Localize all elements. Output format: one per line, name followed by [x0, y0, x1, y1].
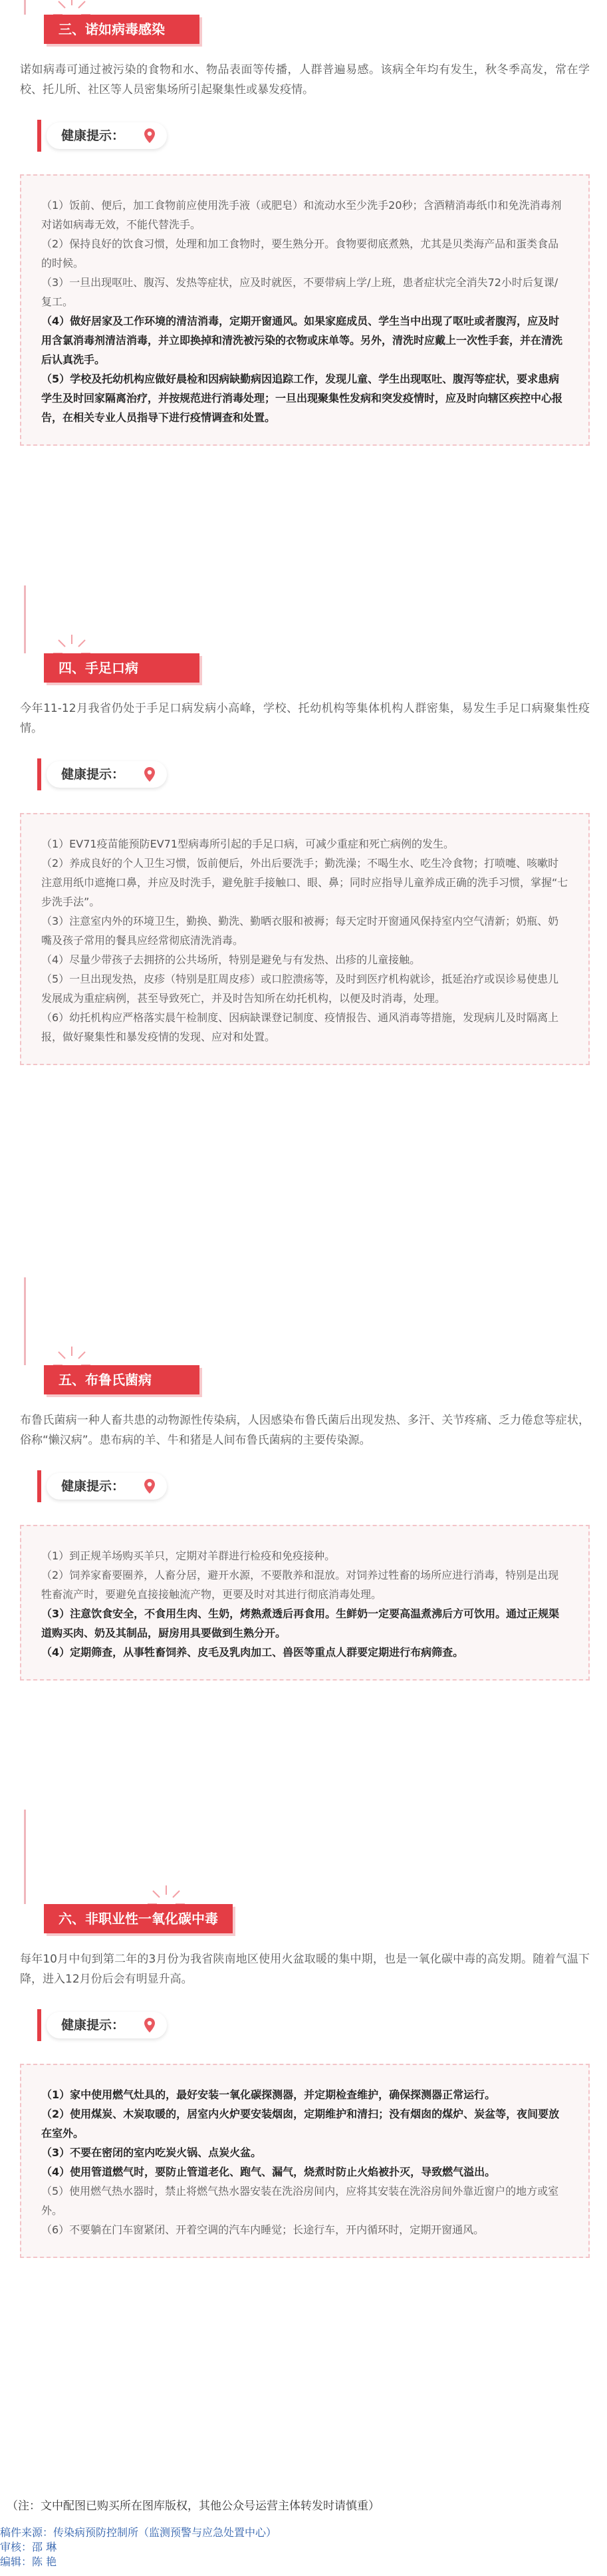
tip-pill [47, 1473, 167, 1500]
tips-box [20, 1525, 590, 1681]
tip-item: （6）不要躺在门车窗紧闭、开着空调的汽车内睡觉；长途行车，开内循环时，定期开窗通风。 [41, 2223, 485, 2236]
copyright-note: （注：文中配图已购买所在图库版权，其他公众号运营主体转发时请慎重） [7, 2499, 380, 2513]
section-intro: 今年11-12月我省仍处于手足口病发病小高峰，学校、托幼机构等集体机构人群密集，易发生手足口病聚集性疫情。 [20, 702, 590, 735]
health-tip-label [32, 116, 590, 156]
section-header [20, 1351, 590, 1404]
tip-item: （5）学校及托幼机构应做好晨检和因病缺勤病因追踪工作，发现儿童、学生出现呕吐、腹泻等症状，要求患病学生及时回家隔离治疗，并按规范进行消毒处理；一旦出现聚集性发病和突发疫情时，应及时向辖区疾控中心报告，在相关专业人员指导下进行疫情调查和处置。 [41, 373, 563, 424]
section-heading: 六、非职业性一氧化碳中毒 [44, 1904, 233, 1933]
health-tip-label [32, 2005, 590, 2045]
location-pin-icon [143, 766, 156, 782]
tips-box [20, 813, 590, 1065]
source-credits [0, 2525, 277, 2569]
tip-accent-bar [37, 2009, 41, 2041]
section-hfmd [0, 639, 607, 1065]
tip-pill [47, 2012, 167, 2038]
tip-item: （2）使用煤炭、木炭取暖的，居室内火炉要安装烟囱，定期维护和清扫；没有烟囱的煤炉、炭盆等，夜间要放在室外。 [41, 2108, 560, 2140]
section-heading: 四、手足口病 [44, 653, 199, 683]
section-brucellosis [0, 1351, 607, 1681]
section-header [20, 639, 590, 692]
tip-item: （3）一旦出现呕吐、腹泻、发热等症状，应及时就医，不要带病上学/上班，患者症状完全消失72小时后复课/复工。 [41, 276, 558, 308]
reviewer-line: 审核：邵 琳 [0, 2541, 57, 2553]
tip-item: （1）到正规羊场购买羊只，定期对羊群进行检疫和免疫接种。 [41, 1549, 336, 1562]
tip-accent-bar [37, 758, 41, 790]
section-intro: 每年10月中旬到第二年的3月份为我省陕南地区使用火盆取暖的集中期，也是一氧化碳中毒的高发期。随着气温下降，进入12月份后会有明显升高。 [20, 1953, 590, 1986]
tip-item: （5）一旦出现发热，皮疹（特别是肛周皮疹）或口腔溃疡等，及时到医疗机构就诊，抵延治疗或误诊易使患儿发展成为重症病例，甚至导致死亡，并及时告知所在幼托机构，以便及时消毒，处理。 [41, 973, 559, 1005]
source-line: 稿件来源：传染病预防控制所（监测预警与应急处置中心） [0, 2526, 277, 2539]
tip-accent-bar [37, 120, 41, 152]
section-intro: 布鲁氏菌病一种人畜共患的动物源性传染病，人因感染布鲁氏菌后出现发热、多汗、关节疼痛、乏力倦怠等症状，俗称“懒汉病”。患布病的羊、牛和猪是人间布鲁氏菌病的主要传染源。 [20, 1414, 590, 1447]
tip-item: （5）使用燃气热水器时，禁止将燃气热水器安装在洗浴房间内，应将其安装在洗浴房间外靠近窗户的地方或室外。 [41, 2185, 559, 2217]
location-pin-icon [143, 128, 156, 144]
tip-item: （4）使用管道燃气时，要防止管道老化、跑气、漏气，烧煮时防止火焰被扑灭，导致燃气溢出。 [41, 2166, 496, 2178]
section-header [20, 1889, 590, 1943]
location-pin-icon [143, 1478, 156, 1494]
tip-item: （6）幼托机构应严格落实晨午检制度、因病缺课登记制度、疫情报告、通风消毒等措施，发现病儿及时隔离上报，做好聚集性和暴发疫情的发现、应对和处置。 [41, 1011, 559, 1043]
tip-item: （1）家中使用燃气灶具的，最好安装一氧化碳探测器，并定期检查维护，确保探测器正常运行。 [41, 2088, 496, 2101]
section-heading: 五、布鲁氏菌病 [44, 1365, 199, 1394]
section-intro: 诺如病毒可通过被污染的食物和水、物品表面等传播，人群普遍易感。该病全年均有发生，秋冬季高发，常在学校、托儿所、社区等人员密集场所引起聚集性或暴发疫情。 [20, 63, 590, 96]
section-norovirus [0, 0, 607, 446]
tip-item: （1）EV71疫苗能预防EV71型病毒所引起的手足口病，可减少重症和死亡病例的发生。 [41, 838, 455, 850]
health-tip-label [32, 1466, 590, 1506]
tip-label-text: 健康提示： [61, 2018, 125, 2032]
section-heading: 三、诺如病毒感染 [44, 15, 199, 44]
tips-box [20, 174, 590, 446]
tip-item: （4）做好居家及工作环境的清洁消毒，定期开窗通风。如果家庭成员、学生当中出现了呕吐或者腹泻，应及时用含氯消毒剂清洁消毒，并立即换掉和清洗被污染的衣物或床单等。另外，清洗时应戴上一次性手套，并在清洗后认真洗手。 [41, 315, 563, 366]
location-pin-icon [143, 2017, 156, 2033]
section-header [20, 0, 590, 53]
tip-item: （4）尽量少带孩子去拥挤的公共场所，特别是避免与有发热、出疹的儿童接触。 [41, 953, 421, 966]
section-co-poisoning [0, 1889, 607, 2258]
tip-item: （4）定期筛查，从事牲畜饲养、皮毛及乳肉加工、兽医等重点人群要定期进行布病筛查。 [41, 1646, 464, 1659]
health-tip-label [32, 754, 590, 794]
tip-item: （2）保持良好的饮食习惯，处理和加工食物时，要生熟分开。食物要彻底煮熟，尤其是贝类海产品和蛋类食品的时候。 [41, 238, 559, 269]
tip-item: （3）不要在密闭的室内吃炭火锅、点炭火盆。 [41, 2146, 262, 2159]
tip-label-text: 健康提示： [61, 767, 125, 782]
tip-label-text: 健康提示： [61, 128, 125, 143]
tip-item: （3）注意饮食安全，不食用生肉、生奶，烤熟煮透后再食用。生鲜奶一定要高温煮沸后方可饮用。通过正规渠道购买肉、奶及其制品，厨房用具要做到生熟分开。 [41, 1607, 560, 1639]
tip-item: （3）注意室内外的环境卫生，勤换、勤洗、勤晒衣服和被褥；每天定时开窗通风保持室内空气清新；奶瓶、奶嘴及孩子常用的餐具应经常彻底清洗消毒。 [41, 915, 559, 947]
tip-label-text: 健康提示： [61, 1479, 125, 1494]
tip-item: （1）饭前、便后，加工食物前应使用洗手液（或肥皂）和流动水至少洗手20秒；含酒精消毒纸巾和免洗消毒剂对诺如病毒无效，不能代替洗手。 [41, 199, 562, 231]
tip-pill [47, 761, 167, 788]
tip-pill [47, 122, 167, 149]
tip-accent-bar [37, 1470, 41, 1502]
tip-item: （2）饲养家畜要圈养，人畜分居，避开水源，不要散养和混放。对饲养过牲畜的场所应进行消毒，特别是出现牲畜流产时，要避免直接接触流产物，更要及时对其进行彻底消毒处理。 [41, 1569, 559, 1601]
editor-line: 编辑：陈 艳 [0, 2555, 57, 2568]
tip-item: （2）养成良好的个人卫生习惯，饭前便后，外出后要洗手；勤洗澡；不喝生水、吃生冷食物；打喷嚏、咳嗽时注意用纸巾遮掩口鼻，并应及时洗手，避免脏手接触口、眼、鼻；同时应指导儿童养成正确的洗手习惯，掌握“七步洗手法”。 [41, 857, 568, 908]
tips-box [20, 2064, 590, 2258]
